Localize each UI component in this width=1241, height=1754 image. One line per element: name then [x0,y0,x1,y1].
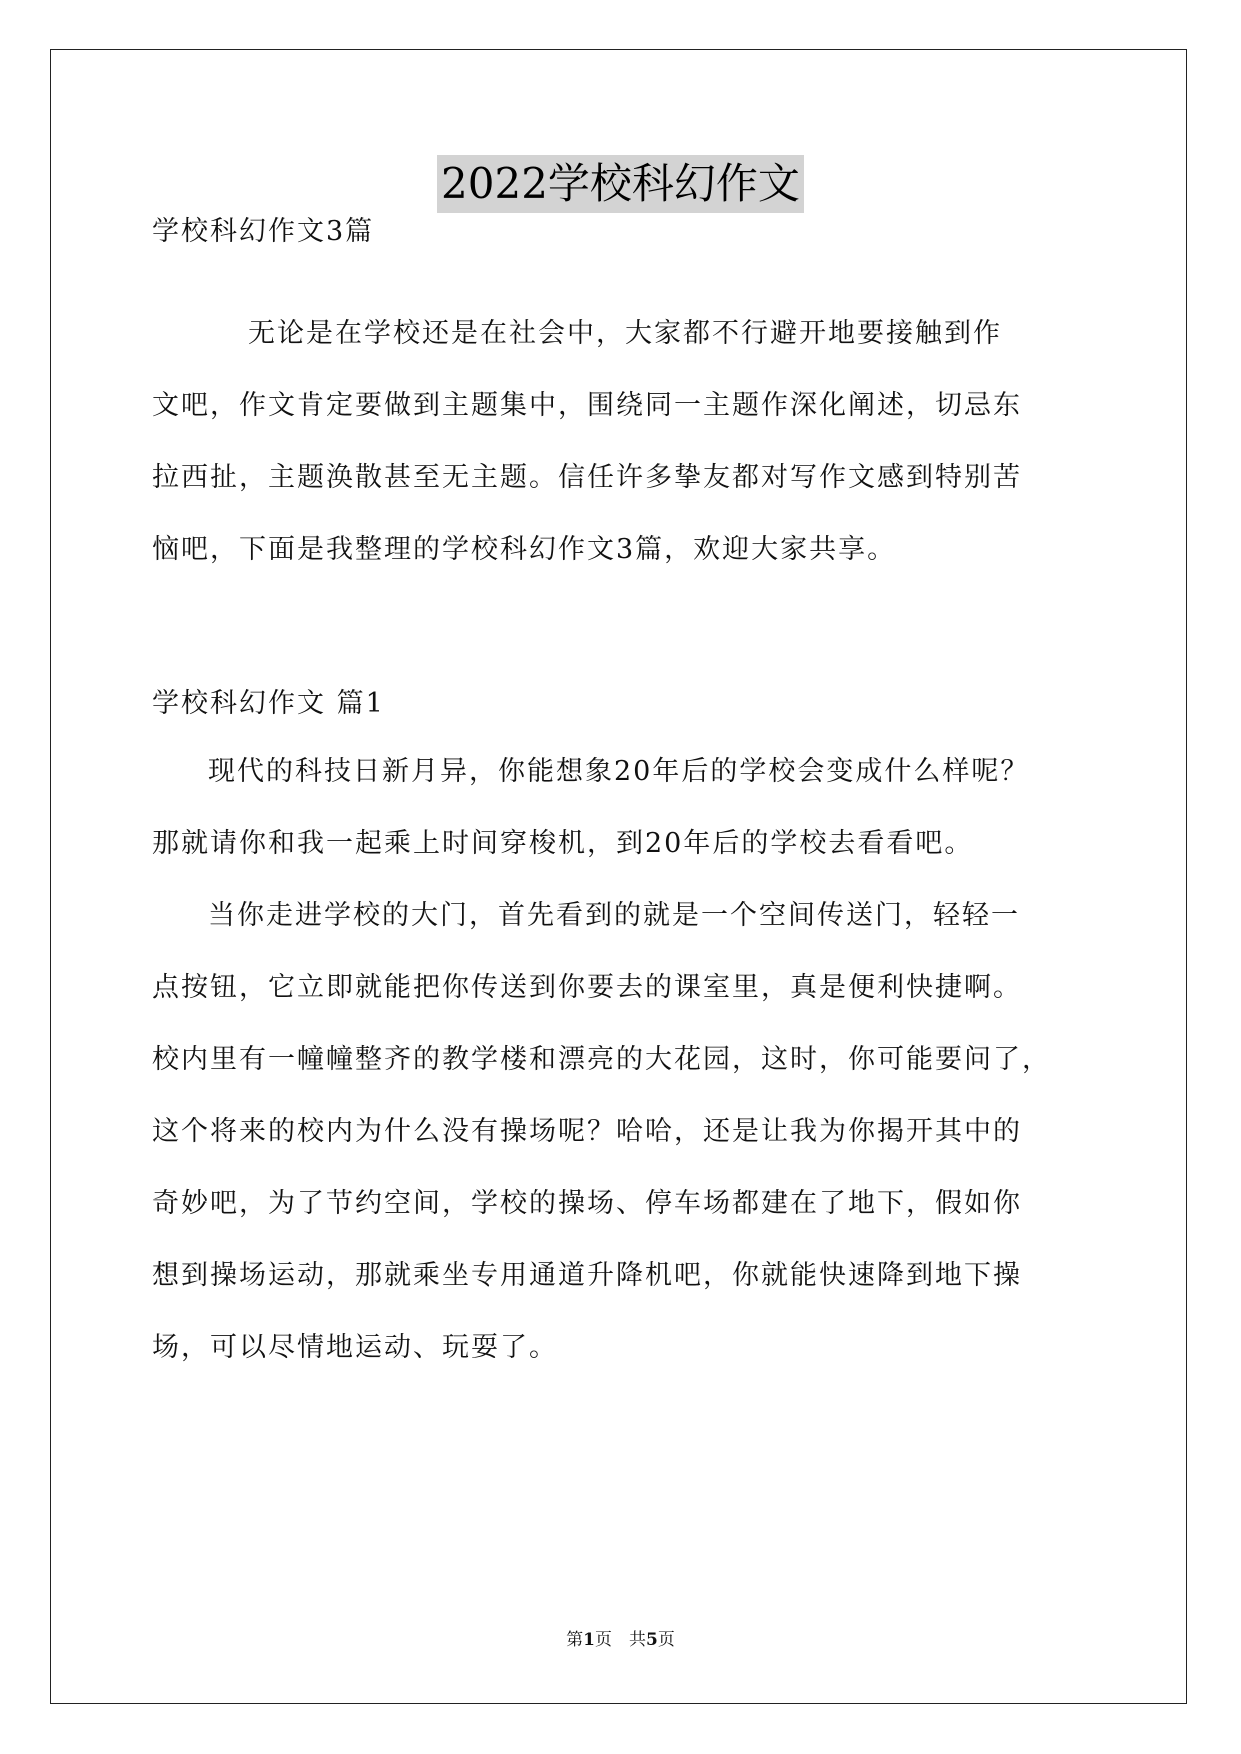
body-line-4: 点按钮，它立即就能把你传送到你要去的课室里，真是便利快捷啊。 [152,972,1022,1003]
page-border [50,49,1187,1704]
page-footer [0,1628,1241,1652]
body-line-3: 当你走进学校的大门，首先看到的就是一个空间传送门，轻轻一 [208,900,1020,931]
body-line-2: 那就请你和我一起乘上时间穿梭机，到20年后的学校去看看吧。 [152,828,974,859]
intro-line-1: 无论是在学校还是在社会中，大家都不行避开地要接触到作 [248,318,1002,349]
document-title: 2022学校科幻作文 [437,155,804,213]
body-line-1: 现代的科技日新月异，你能想象20年后的学校会变成什么样呢？ [208,756,1030,787]
body-line-7: 奇妙吧，为了节约空间，学校的操场、停车场都建在了地下，假如你 [152,1188,1022,1219]
section-heading: 学校科幻作文 篇1 [152,688,385,719]
page-current: 1 [583,1630,595,1650]
body-line-9: 场，可以尽情地运动、玩耍了。 [152,1332,558,1363]
body-line-5: 校内里有一幢幢整齐的教学楼和漂亮的大花园，这时，你可能要问了， [152,1044,1051,1075]
title-wrap [0,155,1241,213]
subtitle: 学校科幻作文3篇 [152,216,375,247]
page-mid: 页 共 [595,1630,646,1650]
page-suffix: 页 [657,1630,675,1650]
body-line-8: 想到操场运动，那就乘坐专用通道升降机吧，你就能快速降到地下操 [152,1260,1022,1291]
intro-line-2: 文吧，作文肯定要做到主题集中，围绕同一主题作深化阐述，切忌东 [152,390,1022,421]
intro-line-3: 拉西扯，主题涣散甚至无主题。信任许多挚友都对写作文感到特别苦 [152,462,1022,493]
body-line-6: 这个将来的校内为什么没有操场呢？哈哈，还是让我为你揭开其中的 [152,1116,1022,1147]
page-total: 5 [646,1630,658,1650]
intro-line-4: 恼吧，下面是我整理的学校科幻作文3篇，欢迎大家共享。 [152,534,897,565]
page-prefix: 第 [566,1630,584,1650]
